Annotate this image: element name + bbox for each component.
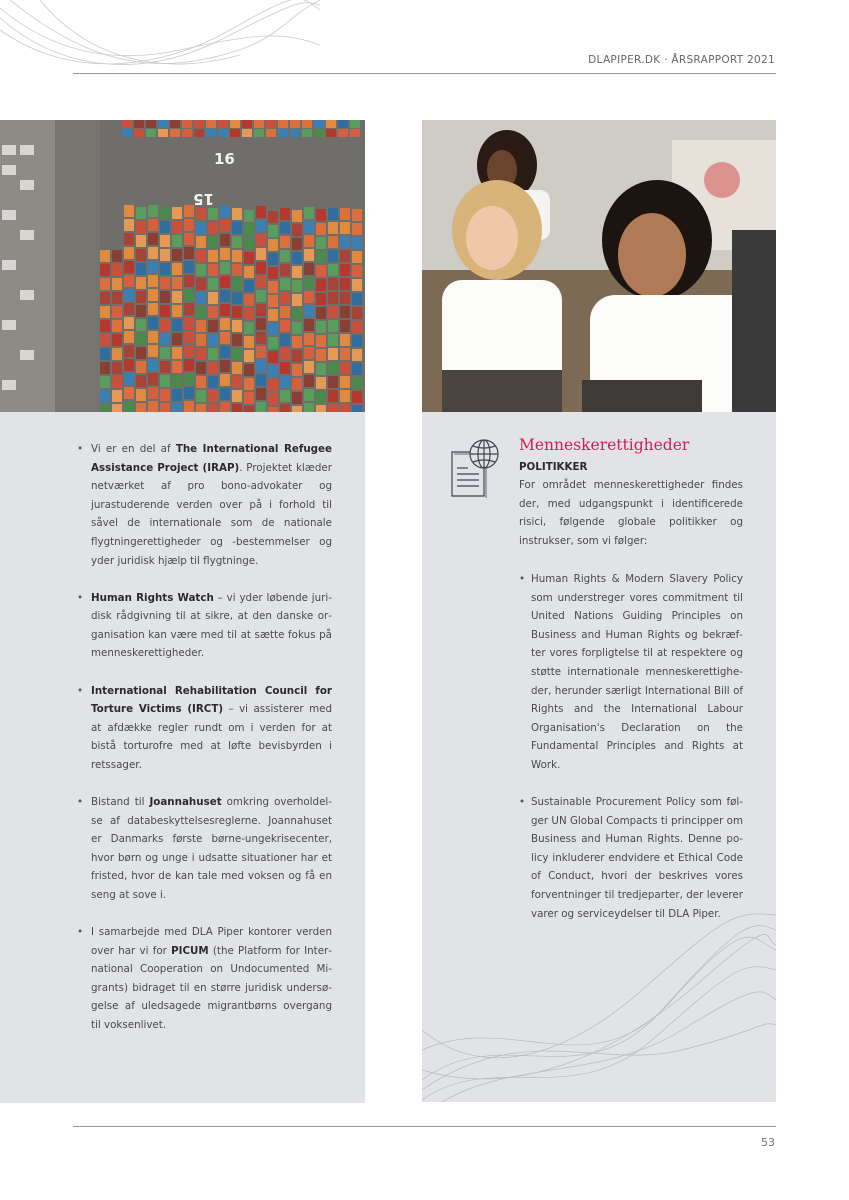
policies-intro: For området menneskerettigheder findes der, med udgangspunkt i identificerede risici, følgende globale politikker og instrukser, som vi følger:: [519, 479, 743, 547]
svg-text:16: 16: [214, 150, 235, 168]
bullet-icon: •: [519, 573, 526, 585]
organisation-name: International Rehabilitation Council for Torture Victims (IRCT): [91, 684, 332, 716]
document-globe-icon: [446, 438, 500, 500]
policy-text: Human Rights & Modern Slavery Policy som understreger vores commitment til United Nations Guiding Principles on Business and Human Rights og bekræfter vores forpligtelse til at respektere og støtte internationale menneskerettigheder, herunder særligt International Bill of Rights and the International Labour Organisation's Declaration on the Fundamental Principles and Rights at Work.: [531, 573, 743, 771]
policy-text: Sustainable Procurement Policy som følger UN Global Compacts ti principper om Business and Human Rights. Denne policy inkluderer endvidere et Ethical Code of Conduct, hvori der beskrives vores forventninger til tredjeparter, der leverer varer og serviceydelser til DLA Piper.: [531, 796, 743, 920]
bullet-icon: •: [77, 926, 84, 939]
list-item: [74, 682, 332, 775]
bullet-icon: •: [519, 796, 526, 809]
organisation-name: Joannahuset: [149, 796, 222, 808]
bullet-icon: •: [77, 443, 84, 455]
list-item-text: I samarbejde med DLA Piper kontorer verden over har vi for: [91, 926, 332, 957]
list-item-text: – vi yder løbende juridisk rådgivning til at sikre, at den danske organisation kan være med til at sætte fokus på menneskerettigheder.: [91, 591, 332, 660]
partner-organisation-list: [74, 440, 332, 1053]
list-item: [74, 923, 332, 1035]
svg-text:15: 15: [193, 190, 214, 208]
decorative-waves-top: [0, 0, 320, 80]
footer-divider: [73, 1126, 776, 1127]
children-photo: [422, 120, 776, 412]
list-item: [74, 440, 332, 570]
list-item-text: Bistand til: [91, 796, 150, 808]
organisation-name: The International Refugee Assistance Project (IRAP): [91, 443, 333, 474]
list-item-text: – vi assisterer med at afdække regler rundt om i verden for at bistå torturofre med at løfte bevisbyrden i retssager.: [91, 703, 332, 771]
policy-item: [519, 570, 743, 775]
section-title: Menneskerettigheder: [519, 436, 690, 454]
report-header: DLAPIPER.DK · ÅRSRAPPORT 2021: [588, 54, 775, 66]
list-item-text: (the Platform for International Cooperation on Undocumented Migrants) bidraget til en større juridisk undersøgelse af uledsagede migrantbørns overgang til voksenlivet.: [91, 944, 332, 1032]
list-item: [74, 793, 332, 905]
policy-list: [519, 570, 743, 942]
list-item-text: . Projektet klæder netværket af pro bono-advokater og jurastuderende verden over på i forhold til såvel de internationale som de nationale flygtningerettigheder og -bestemmelser og yder juridisk hjælp til flygtninge.: [91, 461, 332, 567]
page-number: 53: [761, 1136, 775, 1149]
list-item-text: Vi er en del af: [91, 443, 176, 455]
bullet-icon: •: [77, 684, 84, 697]
container-port-photo: [0, 120, 365, 412]
header-divider: [73, 73, 776, 74]
policy-item: [519, 793, 743, 923]
organisation-name: Human Rights Watch: [91, 591, 214, 604]
organisation-name: PICUM: [171, 944, 209, 957]
list-item: [74, 589, 332, 663]
section-subtitle: POLITIKKER: [519, 461, 588, 473]
list-item-text: omkring overholdelse af databeskyttelsesreglerne. Joannahuset er Danmarks første børne-ungekrisecenter, hvor børn og unge i udsatte situationer har et fristed, hvor de kan tale med voksen og få en seng at sove i.: [91, 796, 332, 901]
bullet-icon: •: [77, 591, 84, 604]
bullet-icon: •: [77, 796, 84, 808]
